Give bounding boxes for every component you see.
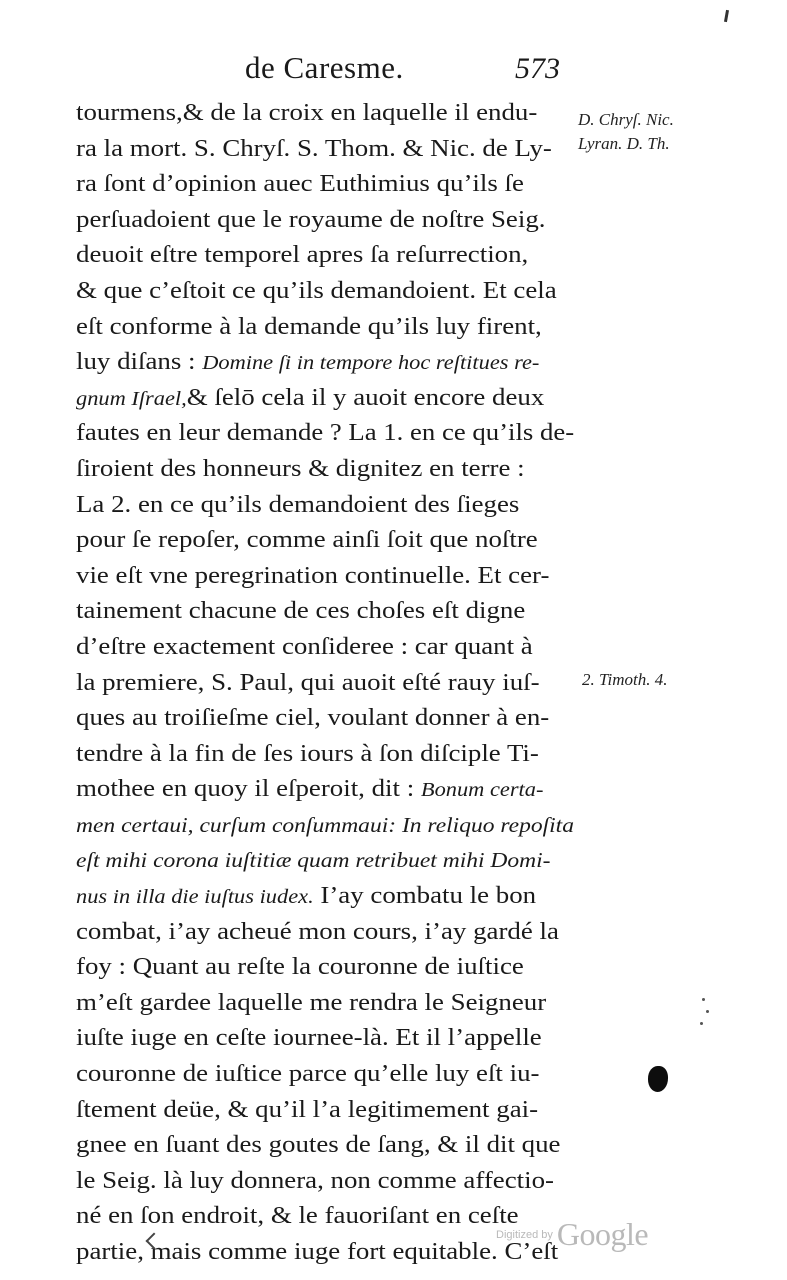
running-head: de Caresme. [245,50,404,85]
text-line [76,772,576,808]
text-line: ſiroient des honneurs & dignitez en terre : [76,455,525,482]
text-line: la premiere, S. Paul, qui auoit eſté rauy iuſ- [76,669,540,696]
text-line: pour ſe repoſer, comme ainſi ſoit que noſtre [76,527,538,554]
text-line: couronne de iuſtice parce qu’elle luy eſt iu- [76,1061,540,1088]
text-line: iuſte iuge en ceſte iournee-là. Et il l’appelle [76,1025,542,1052]
body-text [76,96,576,1271]
text-line [76,381,576,417]
speck [702,998,705,1001]
text-line: men certaui, curſum conſummaui: In reliquo repoſita [76,812,574,837]
text-italic: Bonum certa- [420,779,544,802]
text-line: tainement chacune de ces choſes eſt digne [76,598,526,625]
text-line: partie, mais comme iuge fort equitable. C’eſt [76,1239,559,1265]
text-line: tendre à la fin de ſes iours à ſon diſciple Ti- [76,740,539,767]
page-number: 573 [515,52,560,85]
text-line: m’eſt gardee laquelle me rendra le Seigneur [76,989,547,1016]
text-italic: nus in illa die iuſtus iudex. [76,886,314,909]
text-line: d’eſtre exactement conſideree : car quant à [76,633,533,660]
text-italic: gnum Iſrael, [76,387,187,410]
text-line: & que c’eſtoit ce qu’ils demandoient. Et cela [76,277,557,304]
text-line: gnee en ſuant des goutes de ſang, & il dit que [76,1132,561,1159]
text-italic: Domine ſi in tempore hoc reſtitues re- [202,352,540,375]
text-line [76,879,576,915]
text-line: né en ſon endroit, & le fauoriſant en ceſte [76,1203,519,1230]
speck [700,1022,703,1025]
digitized-watermark [496,1216,648,1253]
text-roman: mothee en quoy il eſperoit, dit : [76,776,421,803]
text-line [76,345,576,381]
margin-note-chrys-nic: D. Chryſ. Nic. [578,110,674,129]
text-line: ques au troiſieſme ciel, voulant donner à en- [76,705,550,732]
google-logo-text: Google [556,1216,649,1252]
text-line: ra ſont d’opinion auec Euthimius qu’ils ſe [76,171,524,198]
text-line: ſtement deüe, & qu’il l’a legitimement gai- [76,1096,539,1123]
text-line: fautes en leur demande ? La 1. en ce qu’ils de- [76,420,575,447]
text-line: deuoit eſtre temporel apres ſa reſurrection, [76,242,529,269]
text-line: tourmens,& de la croix en laquelle il endu- [76,100,538,126]
text-line: perſuadoient que le royaume de noſtre Seig. [76,206,546,233]
text-line: combat, i’ay acheué mon cours, i’ay gardé la [76,918,559,945]
text-line: le Seig. là luy donnera, non comme affectio- [76,1167,554,1194]
margin-note-lyran-th: Lyran. D. Th. [578,134,670,153]
corner-mark [724,10,729,22]
text-line: vie eſt vne peregrination continuelle. Et cer- [76,562,550,589]
text-roman: I’ay combatu le bon [313,883,537,910]
text-roman: & ſelō cela il y auoit encore deux [186,384,545,411]
text-line: eſt conforme à la demande qu’ils luy firent, [76,313,542,340]
watermark-prefix: Digitized by [496,1228,553,1241]
text-roman: luy diſans : [76,349,203,376]
ink-blot [648,1066,668,1092]
text-line: eſt mihi corona iuſtitiæ quam retribuet mihi Domi- [76,848,551,873]
margin-note-timoth: 2. Timoth. 4. [582,670,668,689]
text-line: La 2. en ce qu’ils demandoient des ſieges [76,491,520,518]
text-line: foy : Quant au reſte la couronne de iuſtice [76,954,524,981]
text-line: ra la mort. S. Chryſ. S. Thom. & Nic. de Ly- [76,135,552,162]
speck [706,1010,709,1013]
